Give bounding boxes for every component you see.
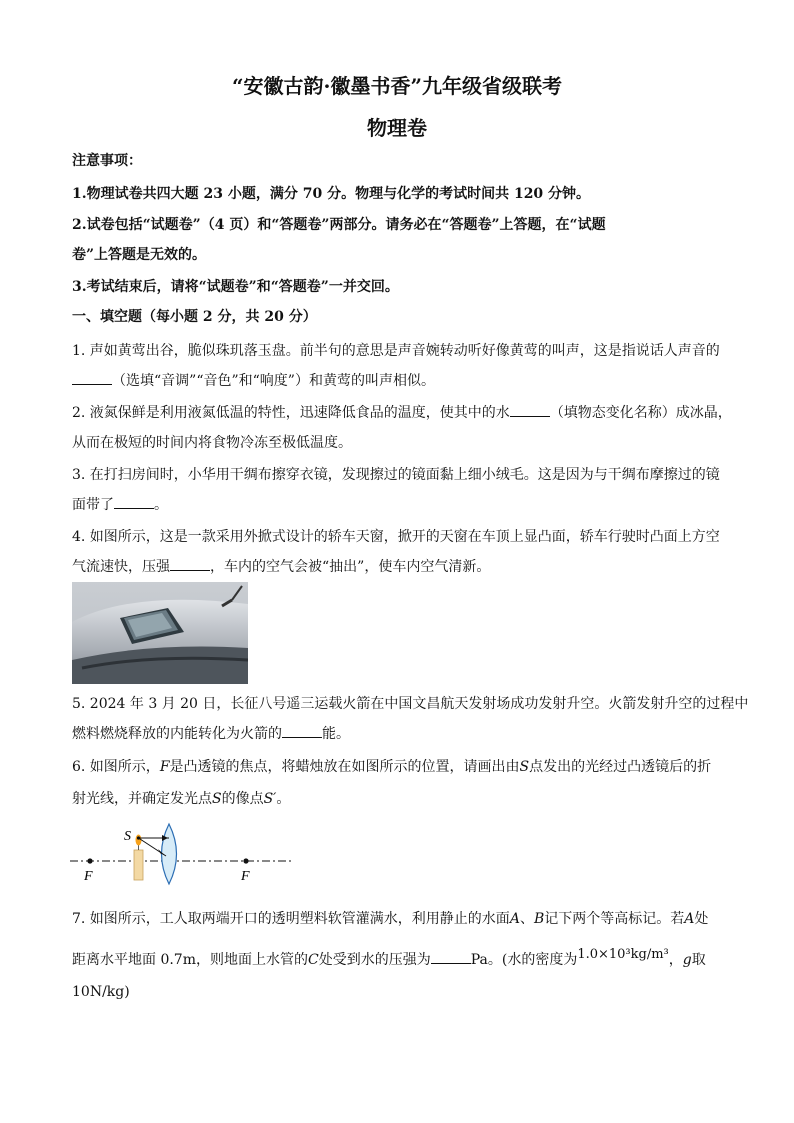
q7-line-3: 10N/kg) — [72, 984, 130, 1000]
answer-blank[interactable] — [431, 951, 471, 964]
answer-blank[interactable] — [72, 372, 112, 385]
section-1-heading: 一、填空题（每小题 2 分，共 20 分） — [72, 309, 317, 325]
candle-flame — [136, 835, 142, 846]
label-S: S — [124, 829, 131, 844]
answer-blank[interactable] — [510, 404, 550, 417]
q3-line-2: 面带了 。 — [72, 497, 168, 513]
q5-line-2: 燃料燃烧释放的内能转化为火箭的 能。 — [72, 726, 350, 742]
answer-blank[interactable] — [114, 496, 154, 509]
label-F-left: F — [84, 869, 93, 884]
q4-line-2: 气流速快，压强 ，车内的空气会被“抽出”，使车内空气清新。 — [72, 559, 491, 575]
q7-line-2: 距离水平地面 0.7m，则地面上水管的C处受到水的压强为 Pa。(水的密度为1.0×10³kg/m³，g取 — [72, 947, 706, 968]
q1-line-1: 1. 声如黄莺出谷，脆似珠玑落玉盘。前半句的意思是声音婉转动听好像黄莺的叫声，这是指说话人声音的 — [72, 343, 720, 359]
focal-point-right — [243, 858, 248, 863]
q2-line-2: 从而在极短的时间内将食物冷冻至极低温度。 — [72, 435, 352, 451]
lens-diagram — [66, 820, 306, 894]
answer-blank[interactable] — [170, 558, 210, 571]
exam-subtitle: 物理卷 — [367, 116, 427, 140]
focal-point-left — [87, 858, 92, 863]
label-F-right: F — [241, 869, 250, 884]
notice-item-2a: 2.试卷包括“试题卷”（4 页）和“答题卷”两部分。请务必在“答题卷”上答题，在“试题 — [72, 217, 606, 233]
notice-item-3: 3.考试结束后，请将“试题卷”和“答题卷”一并交回。 — [72, 279, 399, 295]
q2-line-1: 2. 液氮保鲜是利用液氮低温的特性，迅速降低食品的温度，使其中的水 （填物态变化名称）成冰晶， — [72, 405, 732, 421]
q6-line-2: 射光线，并确定发光点S的像点S′。 — [72, 791, 291, 807]
q5-line-1: 5. 2024 年 3 月 20 日，长征八号遥三运载火箭在中国文昌航天发射场成功发射升空。火箭发射升空的过程中 — [72, 696, 749, 712]
q7-line-1: 7. 如图所示，工人取两端开口的透明塑料软管灌满水，利用静止的水面A、B记下两个等高标记。若A处 — [72, 911, 709, 927]
car-sunroof-image — [72, 582, 248, 684]
q1-line-2: （选填“音调”“音色”和“响度”）和黄莺的叫声相似。 — [72, 370, 435, 390]
exam-title: “安徽古韵·徽墨书香”九年级省级联考 — [232, 74, 562, 98]
answer-blank[interactable] — [282, 725, 322, 738]
notice-heading: 注意事项： — [72, 153, 142, 169]
q6-line-1: 6. 如图所示，F是凸透镜的焦点，将蜡烛放在如图所示的位置，请画出由S点发出的光经过凸透镜后的折 — [72, 759, 712, 775]
q3-line-1: 3. 在打扫房间时，小华用干绸布擦穿衣镜，发现擦过的镜面黏上细小绒毛。这是因为与干绸布摩擦过的镜 — [72, 467, 720, 483]
candle — [134, 850, 143, 880]
notice-item-1: 1.物理试卷共四大题 23 小题，满分 70 分。物理与化学的考试时间共 120 分钟。 — [72, 186, 591, 202]
notice-item-2b: 卷”上答题是无效的。 — [72, 247, 207, 263]
q4-line-1: 4. 如图所示，这是一款采用外掀式设计的轿车天窗，掀开的天窗在车顶上显凸面，轿车行驶时凸面上方空 — [72, 529, 720, 545]
